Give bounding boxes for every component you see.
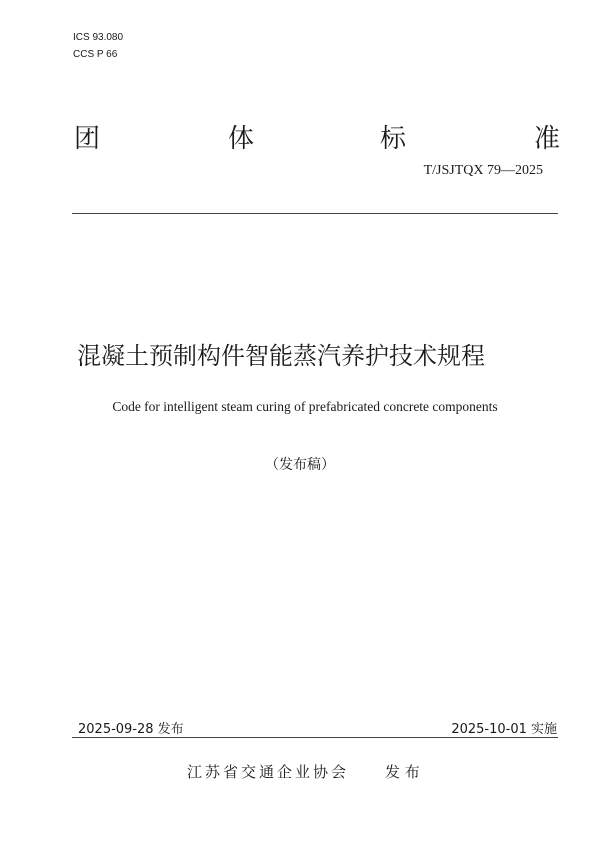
header-char: 体 xyxy=(228,124,255,154)
title-en: Code for intelligent steam curing of prefabricated concrete components xyxy=(112,399,498,414)
standard-number: T/JSJTQX 79—2025 xyxy=(423,163,543,178)
header-char: 标 xyxy=(380,124,407,154)
ics-code: ICS 93.080 xyxy=(73,32,124,43)
draft-status: （发布稿） xyxy=(265,457,335,473)
publisher-action: 发 布 xyxy=(385,763,420,781)
issue-date: 2025-09-28 发布 xyxy=(78,722,184,737)
header-char: 准 xyxy=(534,124,561,154)
footer-divider xyxy=(72,737,558,738)
header-divider xyxy=(72,213,558,214)
title-zh: 混凝土预制构件智能蒸汽养护技术规程 xyxy=(77,342,485,370)
header-char: 团 xyxy=(74,124,101,154)
implement-date: 2025-10-01 实施 xyxy=(451,722,557,737)
ccs-code: CCS P 66 xyxy=(73,49,118,60)
publisher-name: 江苏省交通企业协会 xyxy=(187,763,350,781)
